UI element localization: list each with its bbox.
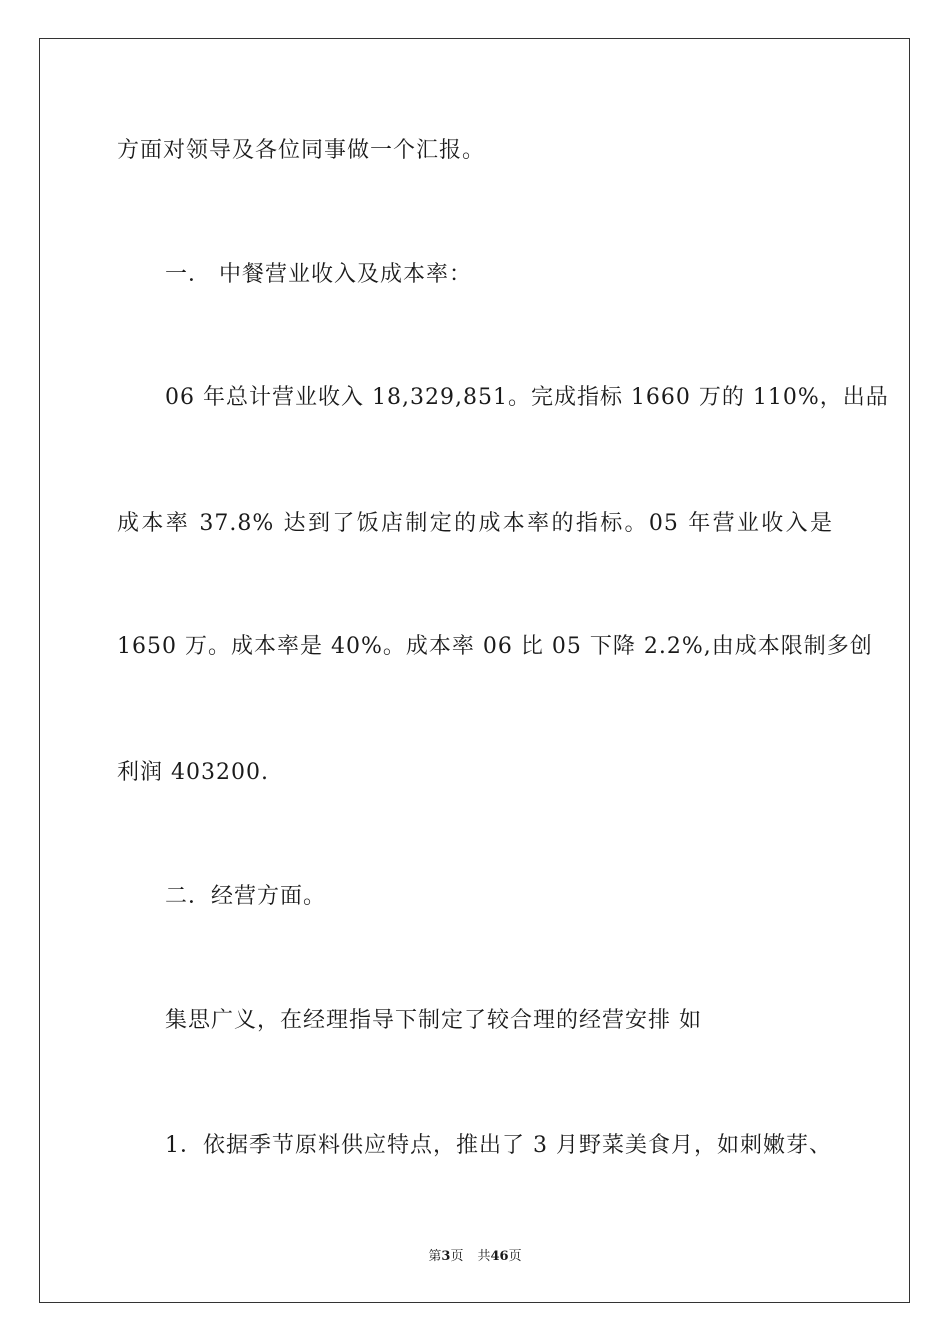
paragraph-line-1: 方面对领导及各位同事做一个汇报。 — [117, 138, 486, 163]
footer-prefix: 第 — [428, 1249, 442, 1264]
page-border — [39, 38, 910, 1303]
paragraph-line-5: 1650 万。成本率是 40%。成本率 06 比 05 下降 2.2%,由成本限制多创 — [117, 634, 873, 659]
paragraph-line-6: 利润 403200. — [117, 760, 269, 785]
footer-current-page: 3 — [441, 1249, 451, 1264]
footer-total-unit: 页 — [508, 1249, 522, 1264]
page-footer — [0, 1248, 950, 1266]
paragraph-line-8: 集思广义，在经理指导下制定了较合理的经营安排 如 — [165, 1008, 702, 1033]
paragraph-line-3: 06 年总计营业收入 18,329,851。完成指标 1660 万的 110%，出品 — [165, 385, 889, 410]
footer-page-unit: 页 — [450, 1249, 464, 1264]
footer-total-prefix: 共 — [477, 1249, 491, 1264]
section-heading-2: 二．经营方面。 — [165, 884, 327, 909]
paragraph-line-4: 成本率 37.8% 达到了饭店制定的成本率的指标。05 年营业收入是 — [117, 511, 833, 536]
section-heading-1: 一． 中餐营业收入及成本率： — [165, 262, 472, 287]
paragraph-line-9: 1．依据季节原料供应特点，推出了 3 月野菜美食月，如刺嫩芽、 — [165, 1133, 832, 1158]
footer-total-pages: 46 — [490, 1249, 509, 1264]
